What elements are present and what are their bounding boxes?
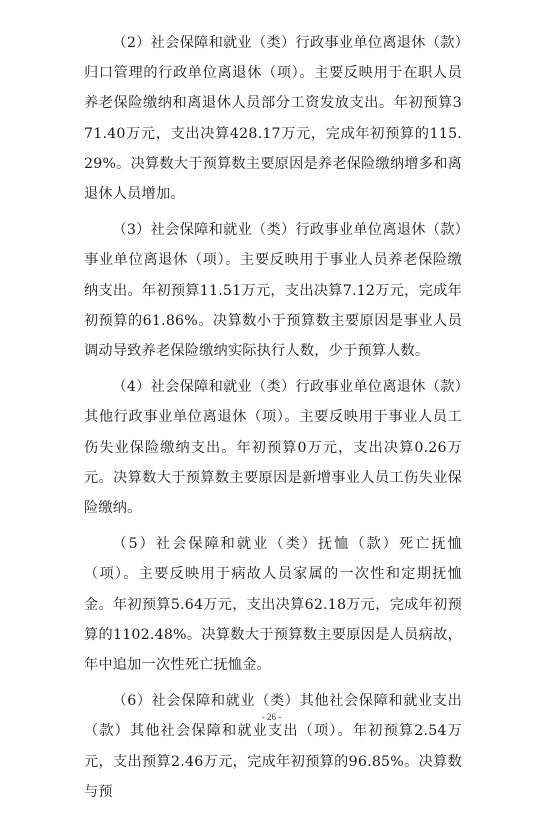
paragraph-retirement-admin: （2）社会保障和就业（类）行政事业单位离退休（款）归口管理的行政单位离退休（项）。主要反映用于在职人员养老保险缴纳和离退休人员部分工资发放支出。年初预算371.40万元，支出决算428.17万元，完成年初预算的115.29%。决算数大于预算数主要原因是养老保险缴纳增多和离退休人员增加。 — [84, 35, 462, 203]
paragraph-retirement-other: （4）社会保障和就业（类）行政事业单位离退休（款）其他行政事业单位离退休（项）。主要反映用于事业人员工伤失业保险缴纳支出。年初预算0万元，支出决算0.26万元。决算数大于预算数主要原因是新增事业人员工伤失业保险缴纳。 — [84, 379, 462, 517]
paragraph-other-social-security: （6）社会保障和就业（类）其他社会保障和就业支出（款）其他社会保障和就业支出（项）。年初预算2.54万元，支出预算2.46万元，完成年初预算的96.85%。决算数与预 — [84, 693, 462, 800]
page-number: - 26 - — [261, 712, 282, 722]
paragraph-death-pension: （5）社会保障和就业（类）抚恤（款）死亡抚恤（项）。主要反映用于病故人员家属的一次性和定期抚恤金。年初预算5.64万元，支出决算62.18万元，完成年初预算的1102.48%。决算数大于预算数主要原因是人员病故，年中追加一次性死亡抚恤金。 — [84, 536, 462, 674]
paragraph-retirement-institution: （3）社会保障和就业（类）行政事业单位离退休（款）事业单位离退休（项）。主要反映用于事业人员养老保险缴纳支出。年初预算11.51万元，支出决算7.12万元，完成年初预算的61.86%。决算数小于预算数主要原因是事业人员调动导致养老保险缴纳实际执行人数，少于预算人数。 — [84, 222, 462, 360]
document-body — [84, 28, 462, 813]
